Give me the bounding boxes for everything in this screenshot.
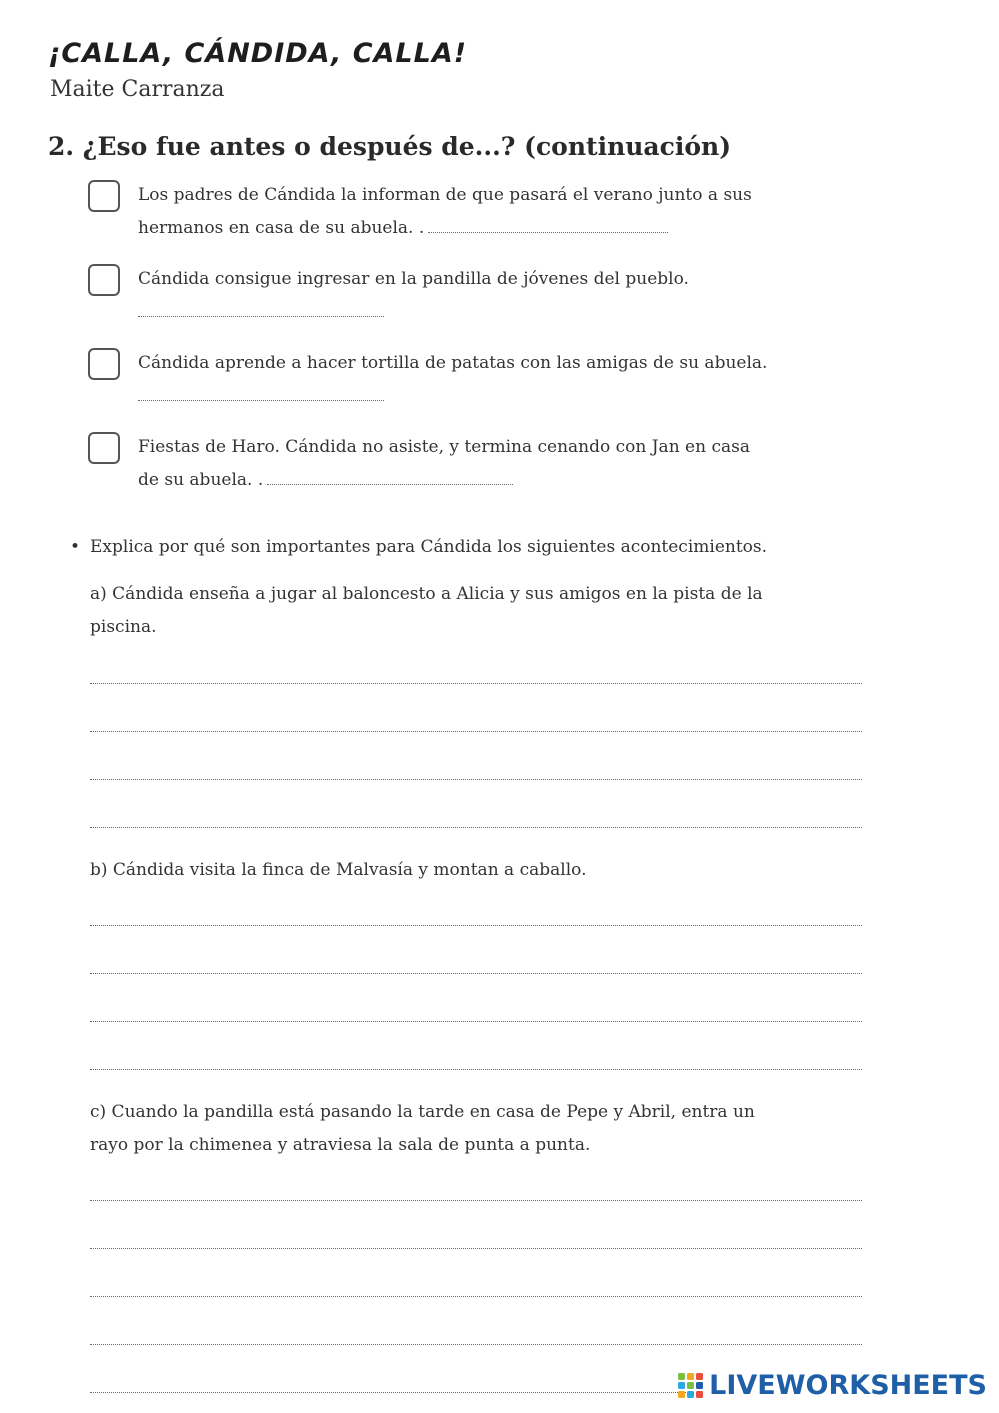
event-answer-blank-3[interactable] [138, 380, 384, 401]
answer-line-b-4[interactable] [90, 1069, 862, 1070]
author-name: Maite Carranza [50, 77, 225, 102]
section-title: 2. ¿Eso fue antes o después de...? (continuación) [48, 132, 732, 161]
answer-line-b-1[interactable] [90, 925, 862, 926]
liveworksheets-logo-icon [677, 1372, 705, 1400]
event-text-1: Los padres de Cándida la informan de que pasará el verano junto a sus hermanos en casa de su abuela. . [138, 185, 752, 238]
answer-line-b-2[interactable] [90, 973, 862, 974]
event-text-4: Fiestas de Haro. Cándida no asiste, y termina cenando con Jan en casa de su abuela. . [138, 437, 750, 490]
answer-line-c-3[interactable] [90, 1296, 862, 1297]
answer-line-c-1[interactable] [90, 1200, 862, 1201]
order-checkbox-2[interactable] [88, 264, 120, 296]
event-text-3: Cándida aprende a hacer tortilla de patatas con las amigas de su abuela. [138, 347, 858, 401]
answer-line-a-1[interactable] [90, 683, 862, 684]
event-text-2: Cándida consigue ingresar en la pandilla de jóvenes del pueblo. [138, 263, 858, 317]
order-checkbox-4[interactable] [88, 432, 120, 464]
answer-line-a-3[interactable] [90, 779, 862, 780]
bullet: • [70, 537, 81, 557]
question-c: c) Cuando la pandilla está pasando la tarde en casa de Pepe y Abril, entra un rayo por la chimenea y atraviesa la sala de punta a punta. [90, 1102, 755, 1155]
answer-line-a-4[interactable] [90, 827, 862, 828]
event-item-1 [88, 180, 868, 246]
answer-line-b-3[interactable] [90, 1021, 862, 1022]
watermark-text: LIVEWORKSHEETS [709, 1370, 987, 1401]
book-title: ¡CALLA, CÁNDIDA, CALLA! [48, 38, 468, 69]
question-b: b) Cándida visita la finca de Malvasía y montan a caballo. [90, 860, 587, 880]
answer-line-c-5[interactable] [90, 1392, 690, 1393]
answer-line-c-4[interactable] [90, 1344, 862, 1345]
answer-line-a-2[interactable] [90, 731, 862, 732]
event-item-2 [88, 264, 868, 330]
liveworksheets-watermark [677, 1370, 987, 1401]
event-answer-blank-2[interactable] [138, 296, 384, 317]
question-a: a) Cándida enseña a jugar al baloncesto a Alicia y sus amigos en la pista de la piscina. [90, 584, 763, 637]
order-checkbox-3[interactable] [88, 348, 120, 380]
event-answer-blank-4[interactable] [267, 470, 513, 485]
answer-line-c-2[interactable] [90, 1248, 862, 1249]
event-item-3 [88, 348, 868, 414]
event-item-4 [88, 432, 868, 498]
event-answer-blank-1[interactable] [428, 218, 668, 233]
instruction: • Explica por qué son importantes para Cándida los siguientes acontecimientos. [70, 533, 767, 561]
order-checkbox-1[interactable] [88, 180, 120, 212]
